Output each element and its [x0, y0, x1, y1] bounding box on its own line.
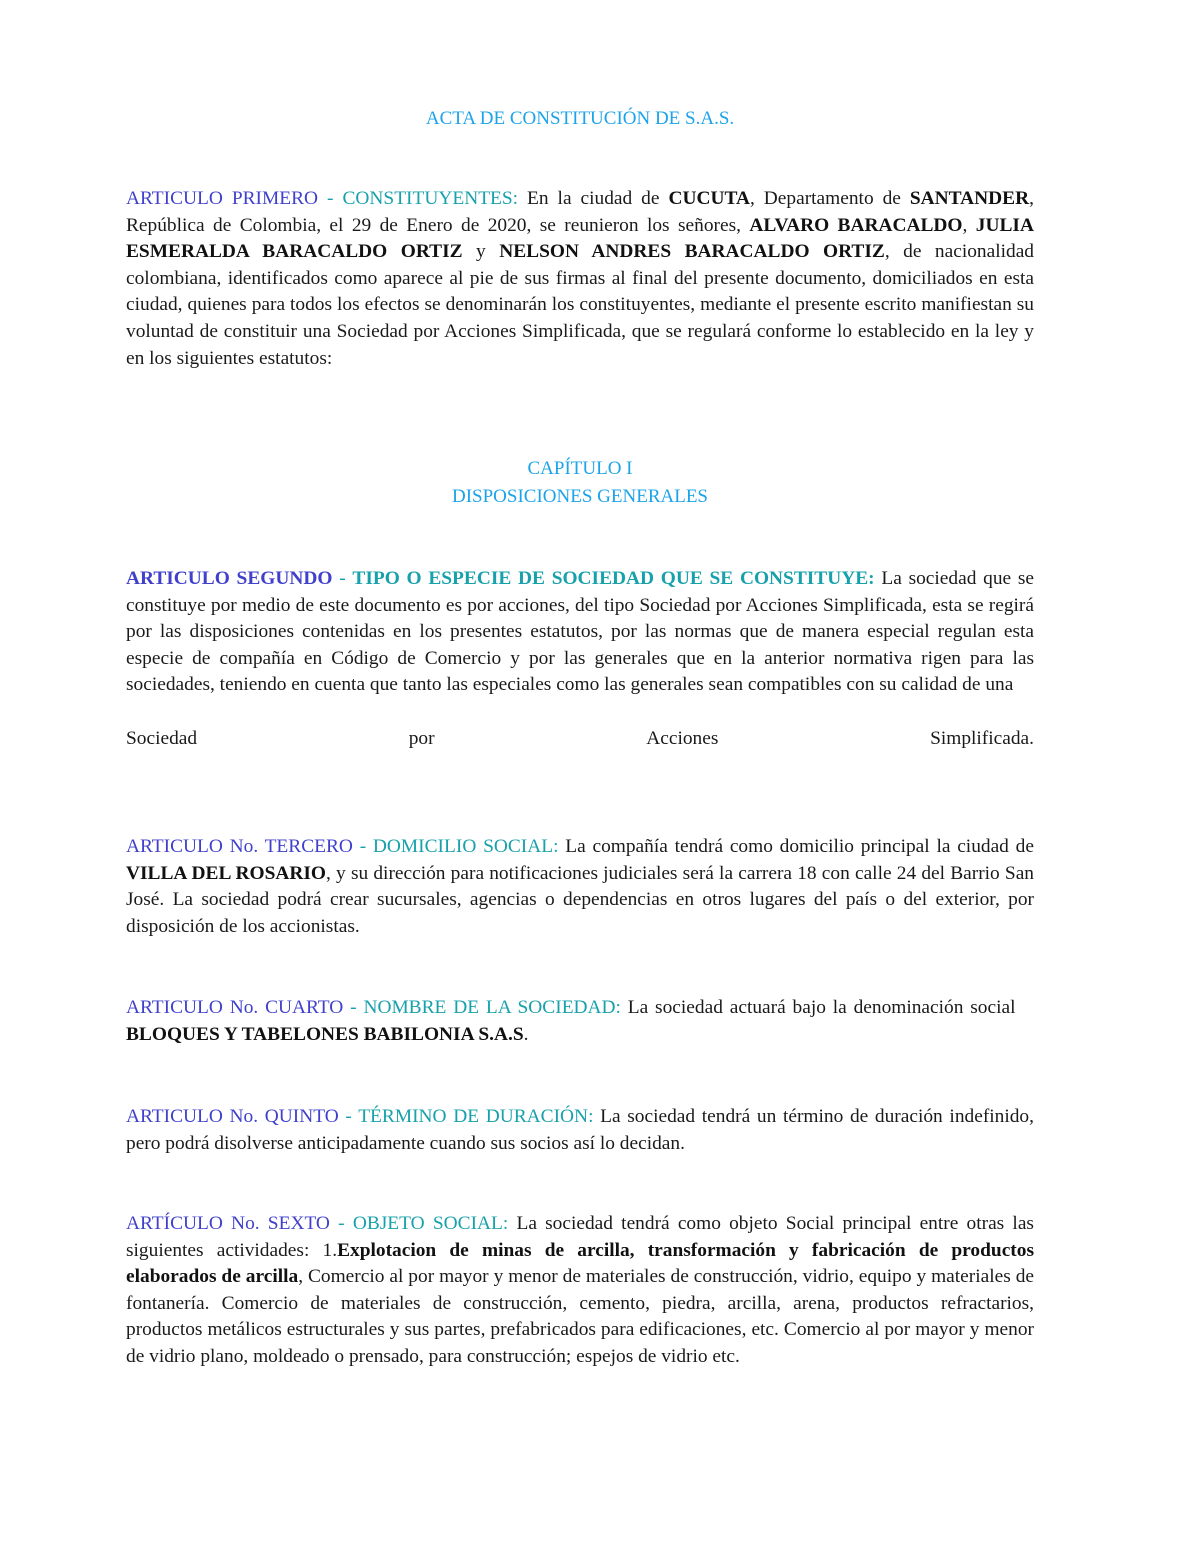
article-second: [126, 566, 1034, 699]
article-separator: -: [345, 1106, 352, 1127]
article-number: ARTICULO No. TERCERO: [126, 836, 353, 857]
article-text: y: [476, 241, 486, 263]
chapter-name: DISPOSICIONES GENERALES: [452, 486, 708, 507]
article-heading: NOMBRE DE LA SOCIEDAD:: [363, 997, 621, 1018]
article-heading: CONSTITUYENTES:: [342, 188, 519, 209]
chapter-number: CAPÍTULO I: [527, 458, 633, 479]
article-text: , República de Colombia, el 29 de Enero de 2020, se reunieron los señores,: [126, 188, 1034, 236]
article-text: La sociedad actuará bajo la denominación social: [627, 997, 1016, 1018]
person-name: ALVARO BARACALDO: [749, 214, 963, 236]
article-number: ARTICULO No. CUARTO: [126, 997, 344, 1018]
article-text: , Departamento de: [749, 188, 901, 209]
article-fifth: [126, 1104, 1034, 1157]
company-name: BLOQUES Y TABELONES BABILONIA S.A.S: [126, 1023, 524, 1045]
article-separator: -: [339, 568, 346, 589]
document-title: ACTA DE CONSTITUCIÓN DE S.A.S.: [425, 108, 735, 129]
article-separator: -: [338, 1213, 345, 1234]
article-third: [126, 834, 1034, 940]
article-separator: -: [359, 836, 367, 857]
article-text: , y su dirección para notificaciones judiciales será la carrera 18 con calle 24 del Barrio San José. La sociedad podrá crear sucursales, agencias o dependencias en otros lugares del país o del exterior, por disposición de los accionistas.: [126, 862, 1034, 937]
article-first: [126, 186, 1034, 372]
city-name: VILLA DEL ROSARIO: [126, 862, 327, 884]
justified-word: Simplificada.: [930, 728, 1034, 749]
article-heading: TÉRMINO DE DURACIÓN:: [358, 1106, 594, 1127]
article-text: , de nacionalidad colombiana, identificados como aparece al pie de sus firmas al final del presente documento, domiciliados en esta ciudad, quienes para todos los efectos se denominarán los constituyentes, mediante el presente escrito manifiestan su voluntad de constituir una Sociedad por Acciones Simplificada, que se regulará conforme lo establecido en la ley y en los siguientes estatutos:: [126, 241, 1034, 369]
article-text: La compañía tendrá como domicilio principal la ciudad de: [565, 836, 1034, 857]
article-text: La sociedad tendrá un término de duración indefinido, pero podrá disolverse anticipadamente cuando sus socios así lo decidan.: [126, 1106, 1034, 1154]
person-name: NELSON ANDRES BARACALDO ORTIZ: [499, 241, 885, 263]
article-heading: OBJETO SOCIAL:: [352, 1213, 509, 1234]
article-separator: -: [350, 997, 357, 1018]
article-number: ARTICULO PRIMERO: [126, 188, 319, 209]
article-second-last-line: [126, 726, 1034, 753]
article-text: , Comercio al por mayor y menor de materiales de construcción, vidrio, equipo y materiales de fontanería. Comercio de materiales de construcción, cemento, piedra, arcilla, arena, productos refractarios, productos metálicos estructurales y sus partes, prefabricados para edificaciones, etc. Comercio al por mayor y menor de vidrio plano, moldeado o prensado, para construcción; espejos de vidrio etc.: [126, 1266, 1035, 1367]
department-name: SANTANDER: [909, 188, 1030, 209]
article-number: ARTICULO SEGUNDO: [126, 568, 333, 589]
justified-word: Acciones: [646, 728, 719, 749]
article-text: .: [523, 1023, 529, 1045]
activity-highlight: Explotacion de minas de arcilla, transformación y fabricación de productos elaborados de arcilla: [126, 1239, 1034, 1288]
article-text: En la ciudad de: [527, 188, 660, 209]
article-number: ARTÍCULO No. SEXTO: [126, 1213, 330, 1234]
article-heading: DOMICILIO SOCIAL:: [372, 836, 559, 857]
justified-word: Sociedad: [126, 728, 198, 749]
justified-word: por: [408, 728, 435, 749]
city-name: CUCUTA: [668, 188, 750, 209]
article-fourth: [126, 995, 1034, 1048]
person-name: JULIA ESMERALDA BARACALDO ORTIZ: [126, 214, 1034, 263]
article-sixth: [126, 1211, 1034, 1371]
article-number: ARTICULO No. QUINTO: [126, 1106, 339, 1127]
article-text: ,: [962, 214, 968, 236]
article-separator: -: [327, 188, 334, 209]
article-text: La sociedad que se constituye por medio de este documento es por acciones, del tipo Sociedad por Acciones Simplificada, esta se regirá por las disposiciones contenidas en los presentes estatutos, por las normas que de manera especial regulan esta especie de compañía en Código de Comercio y por las generales que en la anterior normativa rigen para las sociedades, teniendo en cuenta que tanto las especiales como las generales sean compatibles con su calidad de una: [126, 568, 1035, 696]
article-heading: TIPO O ESPECIE DE SOCIEDAD QUE SE CONSTITUYE:: [352, 568, 875, 589]
article-text: La sociedad tendrá como objeto Social principal entre otras las siguientes actividades: 1.: [126, 1213, 1034, 1261]
